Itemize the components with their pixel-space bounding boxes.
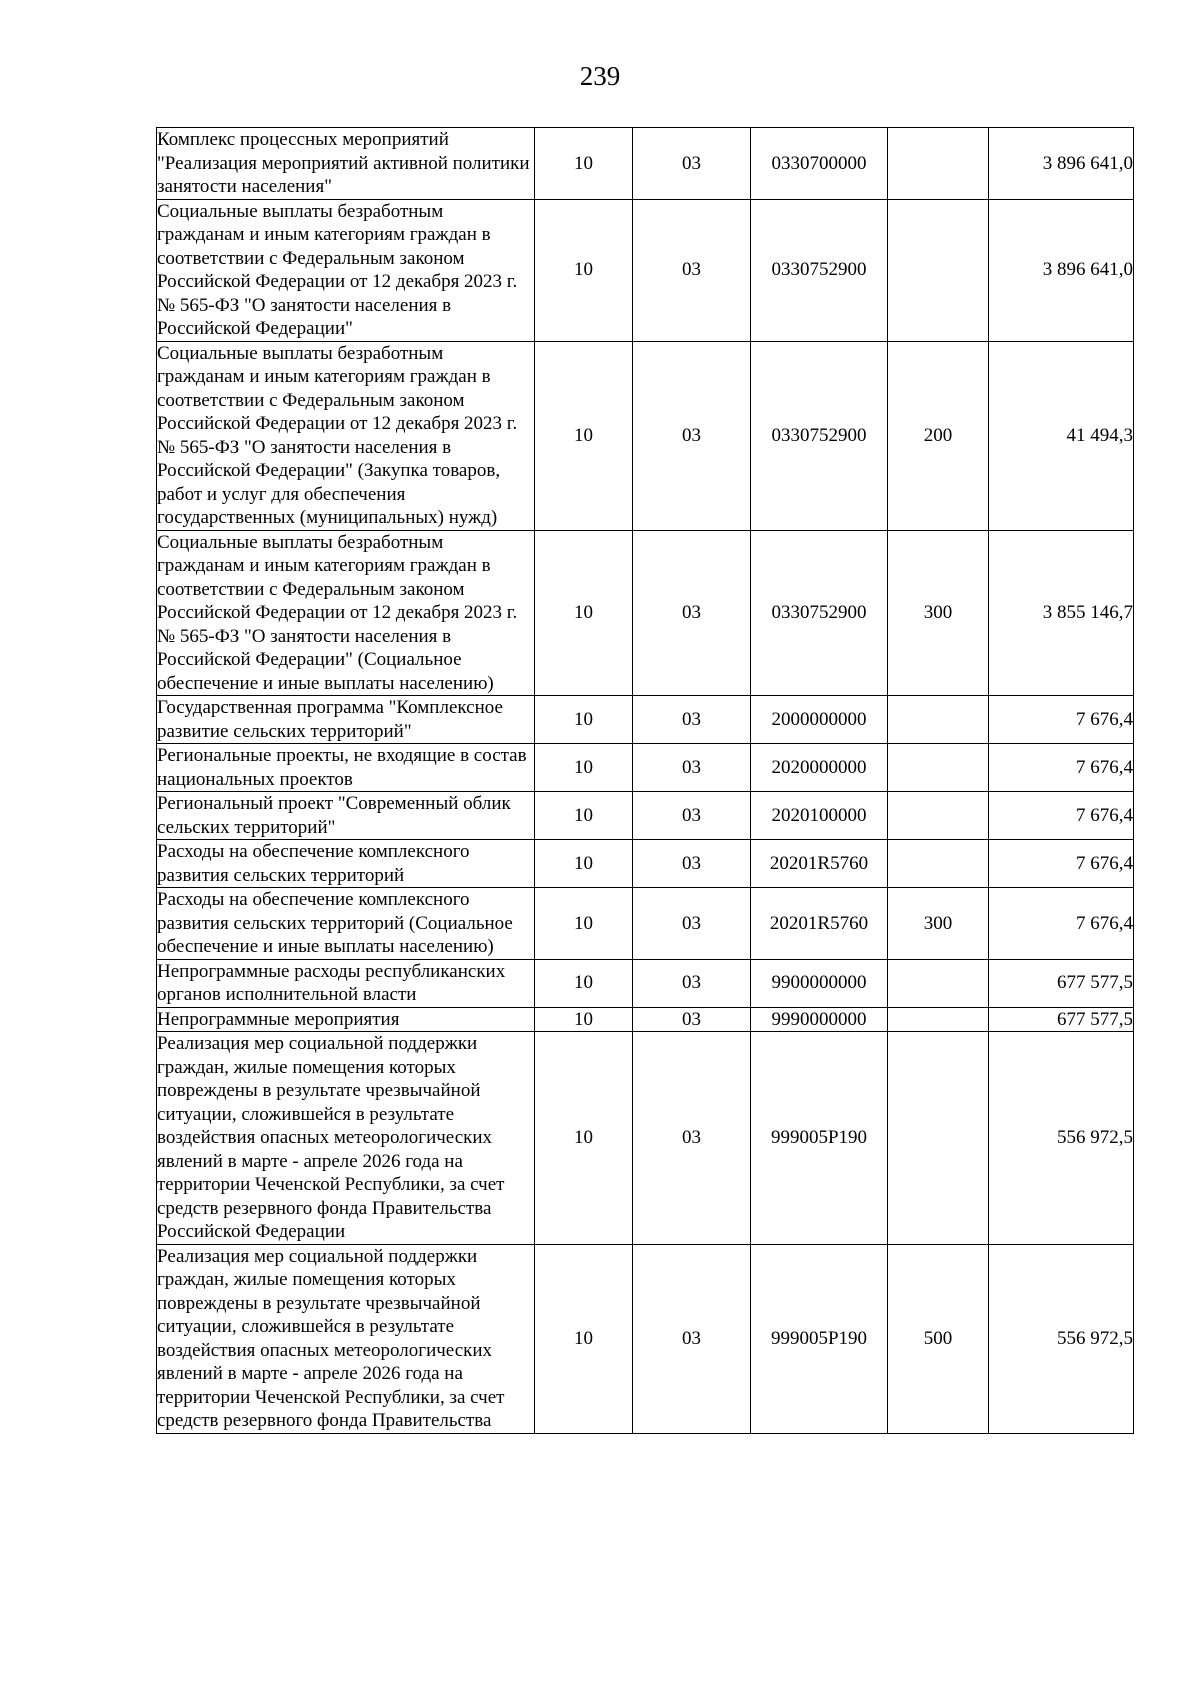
subsection-code: 03	[633, 1032, 751, 1245]
subsection-code: 03	[633, 199, 751, 341]
target-article-code: 2020000000	[751, 744, 888, 792]
table-row	[157, 530, 1134, 696]
item-name: Социальные выплаты безработным гражданам и иным категориям граждан в соответствии с Федеральным законом Российской Федерации от 12 декабря 2023 г. № 565-ФЗ "О занятости населения в Российской Федерации" (Социальное обеспечение и иные выплаты населению)	[157, 530, 535, 696]
amount-value: 677 577,5	[989, 959, 1134, 1007]
section-code: 10	[535, 744, 633, 792]
table-row	[157, 341, 1134, 530]
section-code: 10	[535, 888, 633, 960]
expense-type-code: 300	[888, 888, 989, 960]
subsection-code: 03	[633, 1244, 751, 1433]
amount-value: 677 577,5	[989, 1007, 1134, 1032]
budget-table	[156, 127, 1134, 1434]
table-row	[157, 840, 1134, 888]
target-article-code: 0330752900	[751, 530, 888, 696]
amount-value: 7 676,4	[989, 696, 1134, 744]
amount-value: 7 676,4	[989, 744, 1134, 792]
section-code: 10	[535, 959, 633, 1007]
target-article-code: 999005Р190	[751, 1244, 888, 1433]
item-name: Региональные проекты, не входящие в состав национальных проектов	[157, 744, 535, 792]
amount-value: 7 676,4	[989, 888, 1134, 960]
expense-type-code	[888, 1007, 989, 1032]
expense-type-code	[888, 744, 989, 792]
item-name: Реализация мер социальной поддержки граждан, жилые помещения которых повреждены в результате чрезвычайной ситуации, сложившейся в результате воздействия опасных метеорологических явлений в марте - апреле 2026 года на территории Чеченской Республики, за счет средств резервного фонда Правительства	[157, 1244, 535, 1433]
expense-type-code	[888, 696, 989, 744]
table-row	[157, 744, 1134, 792]
item-name: Непрограммные расходы республиканских органов исполнительной власти	[157, 959, 535, 1007]
table-row	[157, 888, 1134, 960]
section-code: 10	[535, 1244, 633, 1433]
amount-value: 3 896 641,0	[989, 199, 1134, 341]
table-row	[157, 199, 1134, 341]
section-code: 10	[535, 128, 633, 200]
table-row	[157, 792, 1134, 840]
expense-type-code	[888, 792, 989, 840]
section-code: 10	[535, 341, 633, 530]
expense-type-code	[888, 1032, 989, 1245]
item-name: Комплекс процессных мероприятий "Реализация мероприятий активной политики занятости населения"	[157, 128, 535, 200]
section-code: 10	[535, 1007, 633, 1032]
item-name: Реализация мер социальной поддержки граждан, жилые помещения которых повреждены в результате чрезвычайной ситуации, сложившейся в результате воздействия опасных метеорологических явлений в марте - апреле 2026 года на территории Чеченской Республики, за счет средств резервного фонда Правительства Российской Федерации	[157, 1032, 535, 1245]
amount-value: 3 896 641,0	[989, 128, 1134, 200]
section-code: 10	[535, 199, 633, 341]
subsection-code: 03	[633, 128, 751, 200]
section-code: 10	[535, 840, 633, 888]
item-name: Социальные выплаты безработным гражданам и иным категориям граждан в соответствии с Федеральным законом Российской Федерации от 12 декабря 2023 г. № 565-ФЗ "О занятости населения в Российской Федерации" (Закупка товаров, работ и услуг для обеспечения государственных (муниципальных) нужд)	[157, 341, 535, 530]
subsection-code: 03	[633, 792, 751, 840]
target-article-code: 0330752900	[751, 199, 888, 341]
item-name: Расходы на обеспечение комплексного развития сельских территорий	[157, 840, 535, 888]
amount-value: 7 676,4	[989, 792, 1134, 840]
target-article-code: 9900000000	[751, 959, 888, 1007]
subsection-code: 03	[633, 888, 751, 960]
amount-value: 556 972,5	[989, 1032, 1134, 1245]
page-number: 239	[579, 61, 621, 91]
amount-value: 556 972,5	[989, 1244, 1134, 1433]
table-row	[157, 1007, 1134, 1032]
expense-type-code	[888, 128, 989, 200]
table-row	[157, 1244, 1134, 1433]
section-code: 10	[535, 530, 633, 696]
expense-type-code: 300	[888, 530, 989, 696]
item-name: Непрограммные мероприятия	[157, 1007, 535, 1032]
expense-type-code: 500	[888, 1244, 989, 1433]
amount-value: 7 676,4	[989, 840, 1134, 888]
table-row	[157, 696, 1134, 744]
item-name: Государственная программа "Комплексное развитие сельских территорий"	[157, 696, 535, 744]
expense-type-code: 200	[888, 341, 989, 530]
section-code: 10	[535, 792, 633, 840]
section-code: 10	[535, 696, 633, 744]
target-article-code: 2000000000	[751, 696, 888, 744]
subsection-code: 03	[633, 840, 751, 888]
table-row	[157, 959, 1134, 1007]
subsection-code: 03	[633, 1007, 751, 1032]
table-row	[157, 1032, 1134, 1245]
amount-value: 41 494,3	[989, 341, 1134, 530]
budget-table-body	[157, 128, 1134, 1434]
item-name: Социальные выплаты безработным гражданам и иным категориям граждан в соответствии с Федеральным законом Российской Федерации от 12 декабря 2023 г. № 565-ФЗ "О занятости населения в Российской Федерации"	[157, 199, 535, 341]
subsection-code: 03	[633, 341, 751, 530]
expense-type-code	[888, 840, 989, 888]
section-code: 10	[535, 1032, 633, 1245]
expense-type-code	[888, 199, 989, 341]
target-article-code: 999005Р190	[751, 1032, 888, 1245]
expense-type-code	[888, 959, 989, 1007]
subsection-code: 03	[633, 959, 751, 1007]
item-name: Региональный проект "Современный облик сельских территорий"	[157, 792, 535, 840]
target-article-code: 20201R5760	[751, 888, 888, 960]
target-article-code: 0330752900	[751, 341, 888, 530]
amount-value: 3 855 146,7	[989, 530, 1134, 696]
item-name: Расходы на обеспечение комплексного развития сельских территорий (Социальное обеспечение и иные выплаты населению)	[157, 888, 535, 960]
subsection-code: 03	[633, 696, 751, 744]
table-row	[157, 128, 1134, 200]
target-article-code: 20201R5760	[751, 840, 888, 888]
target-article-code: 9990000000	[751, 1007, 888, 1032]
subsection-code: 03	[633, 530, 751, 696]
target-article-code: 0330700000	[751, 128, 888, 200]
target-article-code: 2020100000	[751, 792, 888, 840]
subsection-code: 03	[633, 744, 751, 792]
